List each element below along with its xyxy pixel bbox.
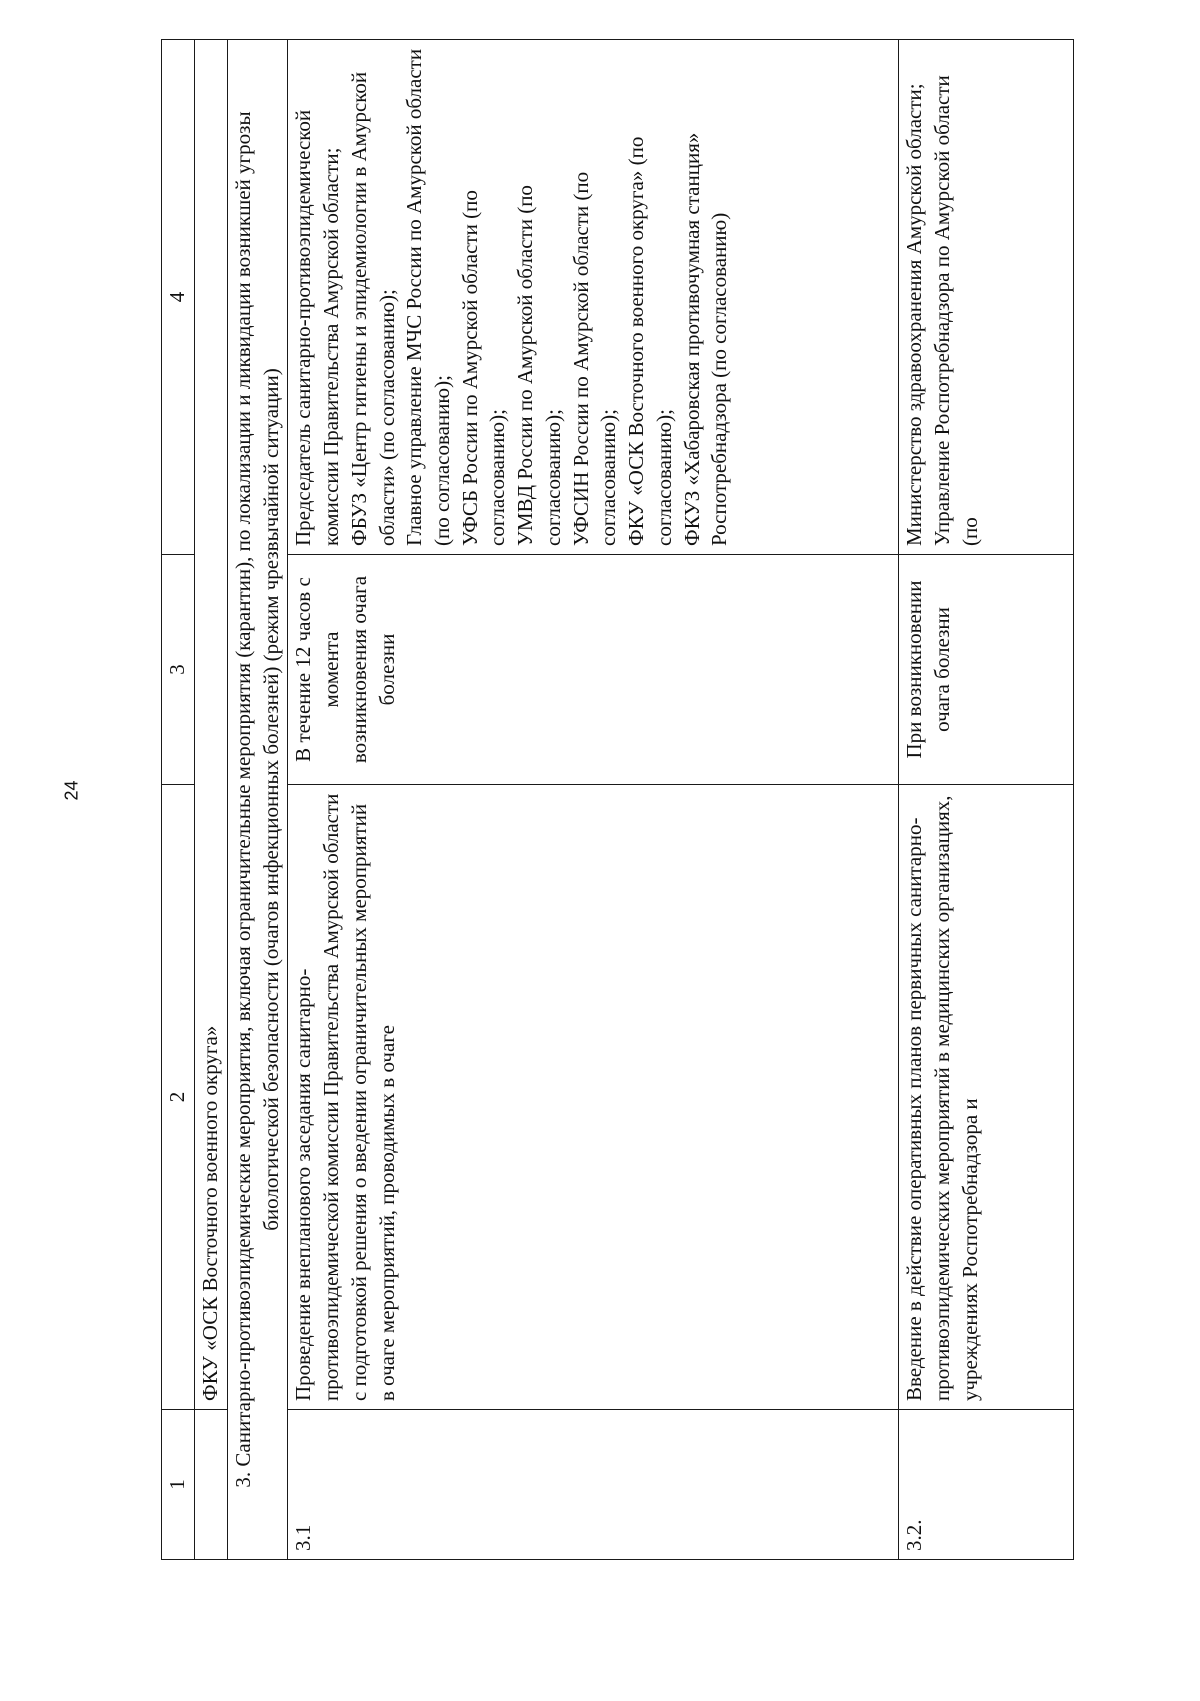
row-responsible — [288, 40, 899, 555]
responsible-item: Председатель санитарно-противоэпидемической комиссии Правительства Амурской области; — [291, 109, 344, 546]
row-deadline: В течение 12 часов с момента возникновения очага болезни — [288, 555, 899, 785]
section-title-row — [228, 40, 288, 1560]
header-col-3: 3 — [162, 555, 195, 785]
header-col-4: 4 — [162, 40, 195, 555]
row-activity: Проведение внепланового заседания санитарно-противоэпидемической комиссии Правительства Амурской области с подготовкой решения о введении ограничительных мероприятий в очаге мероприятий, проводимых в очаге — [288, 785, 899, 1410]
row-deadline: При возникновении очага болезни — [899, 555, 1074, 785]
responsible-item: УФСБ России по Амурской области (по согласованию); — [457, 190, 510, 546]
responsible-item: УМВД России по Амурской области (по согласованию); — [513, 185, 565, 546]
row-number: 3.1 — [288, 1410, 899, 1560]
agency-row — [195, 40, 228, 1560]
responsible-item: ФКУ «ОСК Восточного военного округа» (по согласованию); — [624, 136, 676, 546]
row-activity: Введение в действие оперативных планов первичных санитарно-противоэпидемических мероприятий в медицинских организациях, учреждениях Роспотребнадзора и — [899, 785, 1074, 1410]
responsible-item: Главное управление МЧС России по Амурской области (по согласованию); — [402, 48, 455, 546]
responsible-item: ФКУЗ «Хабаровская противочумная станция» Роспотребнадзора (по согласованию) — [679, 132, 732, 546]
responsible-item: Министерство здравоохранения Амурской области; — [902, 83, 927, 546]
table-row — [288, 40, 899, 1560]
agency-row-empty-cell — [195, 1410, 228, 1560]
header-col-1: 1 — [162, 1410, 195, 1560]
page-number: 24 — [61, 780, 82, 801]
header-col-2: 2 — [162, 785, 195, 1410]
agency-row-text: ФКУ «ОСК Восточного военного округа» — [195, 40, 228, 1410]
responsible-item: Управление Роспотребнадзора по Амурской области (по — [930, 75, 982, 546]
section-title: 3. Санитарно-противоэпидемические мероприятия, включая ограничительные мероприятия (карантин), по локализации и ликвидации возникшей угрозы биологической безопасности (очагов инфекционных болезней) (режим чрезвычайной ситуации) — [228, 40, 288, 1560]
row-responsible — [899, 40, 1074, 555]
table-header-row — [162, 40, 195, 1560]
table-row — [899, 40, 1074, 1560]
rotated-table-container — [161, 40, 1061, 1560]
responsible-item: УФСИН России по Амурской области (по согласованию); — [568, 171, 621, 546]
row-number: 3.2. — [899, 1410, 1074, 1560]
responsible-item: ФБУЗ «Центр гигиены и эпидемиологии в Амурской области» (по согласованию); — [346, 71, 399, 546]
measures-table — [161, 39, 1074, 1560]
